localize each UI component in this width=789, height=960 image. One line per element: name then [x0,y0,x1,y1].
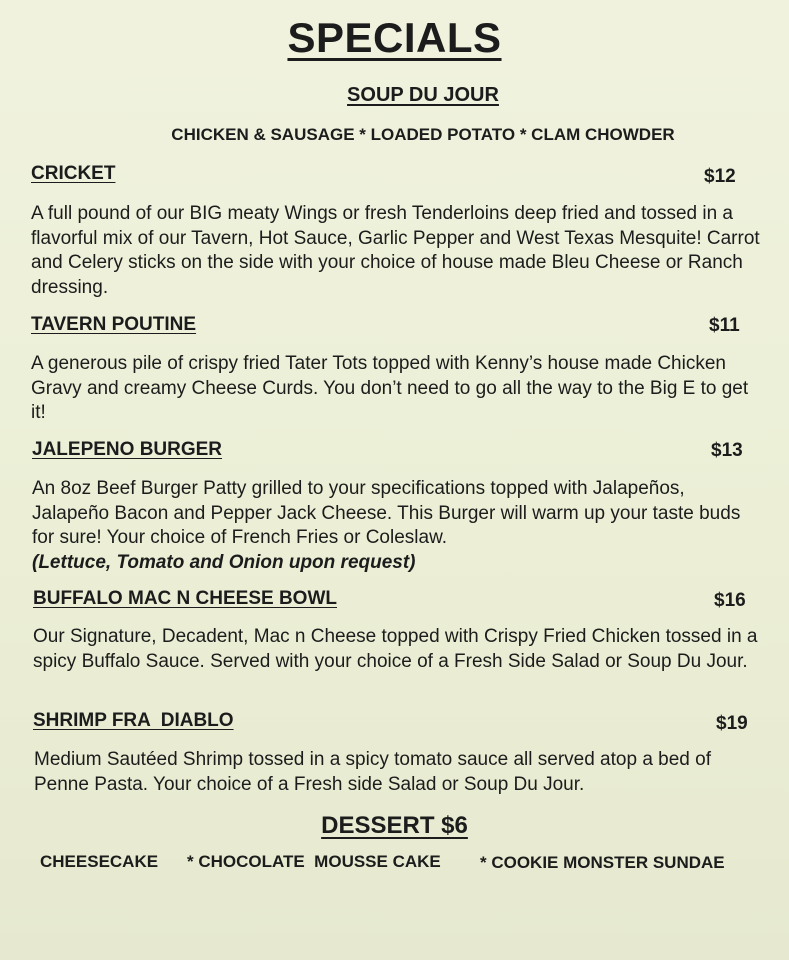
item-description-text: An 8oz Beef Burger Patty grilled to your specifications topped with Jalapeños, Jalapeño Bacon and Pepper Jack Cheese. This Burger will warm up your taste buds for sure! Your choice of French Fries or Coleslaw. [32,478,741,548]
dessert-heading: DESSERT $6 [321,812,468,839]
item-description-buffalo-mac: Our Signature, Decadent, Mac n Cheese topped with Crispy Fried Chicken tossed in a spicy Buffalo Sauce. Served with your choice of a Fresh Side Salad or Soup Du Jour. [33,626,758,672]
page-title: SPECIALS [287,14,502,61]
item-name-shrimp-fra-diablo: SHRIMP FRA DIABLO [33,710,234,731]
item-price-tavern-poutine: $11 [709,315,740,336]
item-price-buffalo-mac: $16 [714,590,746,611]
dessert-option-cheesecake: CHEESECAKE [40,852,159,871]
item-name-tavern-poutine: TAVERN POUTINE [31,314,197,335]
item-name-buffalo-mac: BUFFALO MAC N CHEESE BOWL [33,588,337,609]
item-name-jalepeno-burger: JALEPENO BURGER [32,439,223,460]
item-price-shrimp-fra-diablo: $19 [716,713,748,734]
item-description-jalepeno-burger [32,477,767,575]
item-description-tavern-poutine: A generous pile of crispy fried Tater Tots topped with Kenny’s house made Chicken Gravy and creamy Cheese Curds. You don’t need to go all the way to the Big E to get it! [31,353,749,423]
item-name-cricket: CRICKET [31,163,116,184]
item-note: (Lettuce, Tomato and Onion upon request) [32,551,416,573]
item-description-shrimp-fra-diablo: Medium Sautéed Shrimp tossed in a spicy tomato sauce all served atop a bed of Penne Pasta. Your choice of a Fresh side Salad or Soup Du Jour. [34,749,711,795]
item-description-cricket: A full pound of our BIG meaty Wings or fresh Tenderloins deep fried and tossed in a flavorful mix of our Tavern, Hot Sauce, Garlic Pepper and West Texas Mesquite! Carrot and Celery sticks on the side with your choice of house made Bleu Cheese or Ranch dressing. [31,203,760,298]
item-price-jalepeno-burger: $13 [711,440,743,461]
dessert-option-cookie-sundae: * COOKIE MONSTER SUNDAE [480,853,725,872]
soup-options: CHICKEN & SAUSAGE * LOADED POTATO * CLAM CHOWDER [171,125,675,144]
item-price-cricket: $12 [704,166,736,187]
soup-heading: SOUP DU JOUR [347,84,499,106]
dessert-option-chocolate-mousse: * CHOCOLATE MOUSSE CAKE [187,852,441,871]
